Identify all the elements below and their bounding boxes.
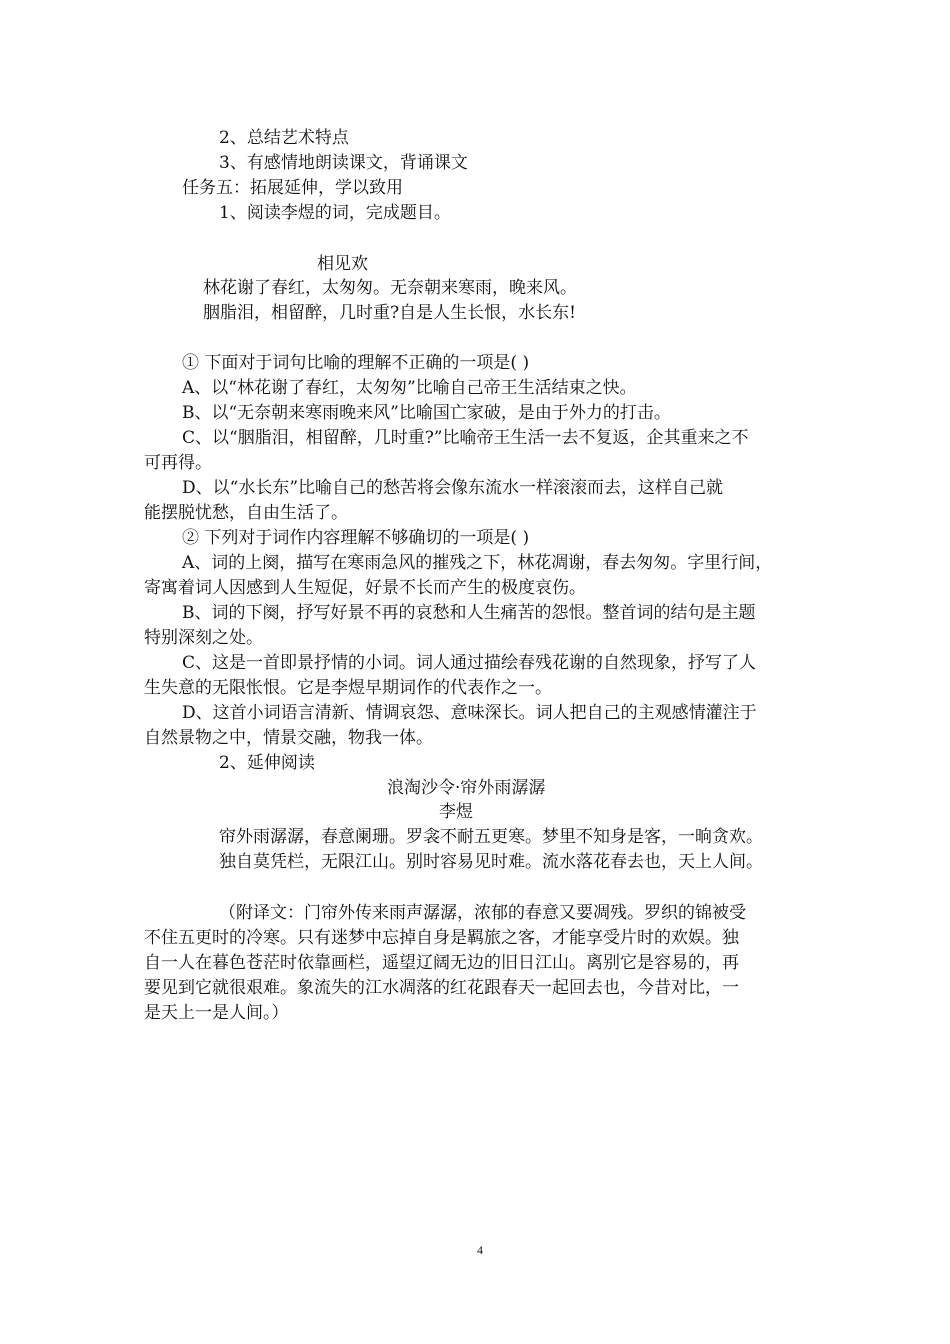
poem2-title: 浪淘沙令·帘外雨潺潺 (387, 778, 546, 798)
translation-line: 要见到它就很艰难。象流失的江水凋落的红花跟春天一起回去也，今昔对比，一 (144, 978, 739, 998)
question-1-option-b: B、以“无奈朝来寒雨晚来风”比喻国亡家破，是由于外力的打击。 (182, 403, 671, 423)
question-1-option-c: C、以“胭脂泪，相留醉，几时重?”比喻帝王生活一去不复返，企其重来之不 (182, 428, 749, 448)
step-summary-art: 2、总结艺术特点 (219, 128, 349, 148)
question-1-option-a: A、以“林花谢了春红，太匆匆”比喻自己帝王生活结束之快。 (182, 378, 637, 398)
question-2: ② 下列对于词作内容理解不够确切的一项是( ) (182, 528, 530, 548)
translation-line: （附译文：门帘外传来雨声潺潺，浓郁的春意又要凋残。罗织的锦被受 (219, 903, 746, 923)
question-1: ① 下面对于词句比喻的理解不正确的一项是( ) (182, 353, 530, 373)
task-five-heading: 任务五：拓展延伸，学以致用 (182, 178, 403, 198)
poem2-author: 李煜 (439, 802, 473, 822)
question-1-option-d-cont: 能摆脱忧愁，自由生活了。 (144, 503, 348, 523)
question-2-option-d-cont: 自然景物之中，情景交融，物我一体。 (144, 728, 433, 748)
poem1-title: 相见欢 (317, 254, 368, 274)
question-1-option-c-cont: 可再得。 (144, 453, 212, 473)
question-2-option-b: B、词的下阕，抒写好景不再的哀愁和人生痛苦的怨恨。整首词的结句是主题 (182, 603, 756, 623)
page-number: 4 (477, 1243, 483, 1257)
question-2-option-c-cont: 生失意的无限怅恨。它是李煜早期词作的代表作之一。 (144, 678, 552, 698)
poem1-line: 林花谢了春红，太匆匆。无奈朝来寒雨，晚来风。 (203, 278, 577, 298)
question-2-option-a: A、词的上阕，描写在寒雨急风的摧残之下，林花凋谢，春去匆匆。字里行间， (182, 553, 773, 573)
question-2-option-b-cont: 特别深刻之处。 (144, 628, 263, 648)
question-2-option-c: C、这是一首即景抒情的小词。词人通过描绘春残花谢的自然现象，抒写了人 (182, 653, 757, 673)
extended-reading-heading: 2、延伸阅读 (219, 753, 315, 773)
question-2-option-d: D、这首小词语言清新、情调哀怨、意味深长。词人把自己的主观感情灌注于 (182, 703, 757, 723)
translation-line: 不住五更时的冷寒。只有迷梦中忘掉自身是羁旅之客，才能享受片时的欢娱。独 (144, 928, 739, 948)
question-2-option-a-cont: 寄寓着词人因感到人生短促，好景不长而产生的极度哀伤。 (144, 578, 586, 598)
translation-line: 自一人在暮色苍茫时依靠画栏，遥望辽阔无边的旧日江山。离别它是容易的，再 (144, 953, 739, 973)
poem2-line: 帘外雨潺潺，春意阑珊。罗衾不耐五更寒。梦里不知身是客，一晌贪欢。 (219, 827, 763, 847)
question-1-option-d: D、以“水长东”比喻自己的愁苦将会像东流水一样滚滚而去，这样自己就 (182, 478, 724, 498)
translation-line: 是天上一是人间。） (144, 1003, 289, 1023)
poem2-line: 独自莫凭栏，无限江山。别时容易见时难。流水落花春去也，天上人间。 (219, 852, 763, 872)
step-read-recite: 3、有感情地朗读课文，背诵课文 (219, 153, 468, 173)
poem1-line: 胭脂泪，相留醉，几时重?自是人生长恨，水长东! (203, 303, 576, 323)
read-instruction: 1、阅读李煜的词，完成题目。 (219, 203, 451, 223)
